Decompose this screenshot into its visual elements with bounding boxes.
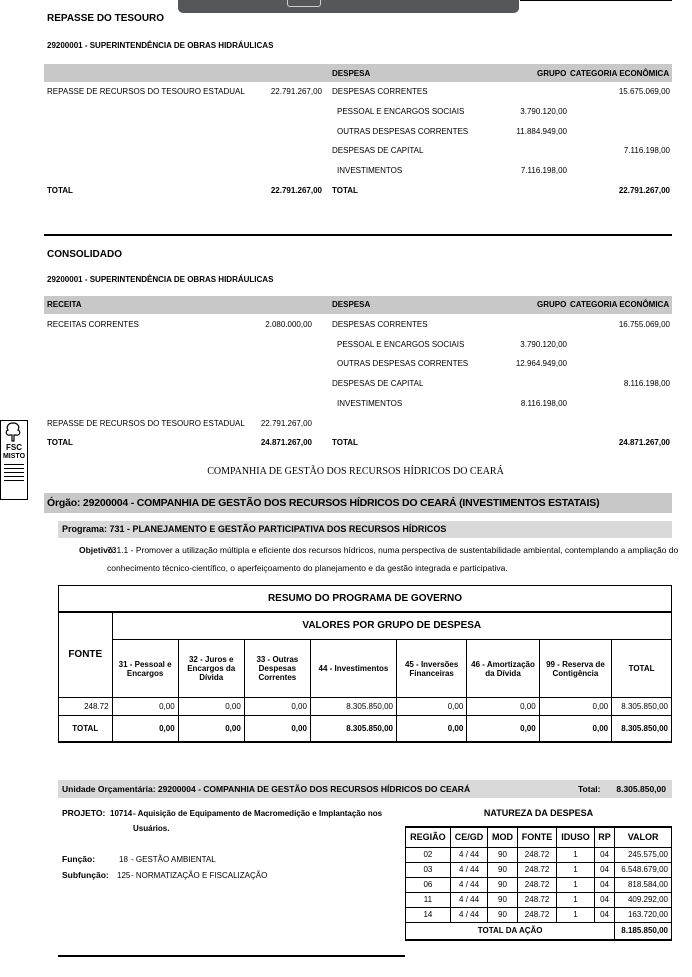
subfuncao-code: 125	[117, 871, 131, 880]
projeto-desc: Usuários.	[133, 824, 170, 833]
header-despesa: DESPESA	[332, 300, 371, 309]
unidade-label: Unidade Orçamentária: 29200004 - COMPANHIA DE GESTÃO DOS RECURSOS HÍDRICOS DO CEARÁ	[62, 784, 471, 794]
receita-value: 2.080.000,00	[265, 320, 312, 329]
cell: 818.584,00	[615, 877, 672, 892]
value-cell: 0,00	[112, 716, 178, 742]
cell: 90	[488, 877, 518, 892]
top-rule	[520, 0, 672, 1]
value-cell: 0,00	[112, 698, 178, 716]
col-header: MOD	[488, 827, 518, 847]
cell: 02	[406, 847, 451, 862]
natureza-table	[405, 826, 672, 941]
header-grupo: GRUPO	[537, 69, 567, 78]
total-label: TOTAL DA AÇÃO	[406, 922, 615, 940]
value-cell: 8.305.850,00	[310, 716, 396, 742]
value-cell: 8.305.850,00	[612, 716, 672, 742]
cell: 14	[406, 907, 451, 922]
col-header: TOTAL	[612, 640, 672, 698]
col-header: CE/GD	[450, 827, 487, 847]
toolbar-handle[interactable]	[287, 0, 321, 7]
cell: 04	[594, 847, 615, 862]
grupo-value: 8.116.198,00	[520, 399, 567, 408]
fsc-misto: MISTO	[2, 453, 26, 460]
col-header: 46 - Amortização da Dívida	[467, 640, 539, 698]
value-cell: 8.305.850,00	[612, 698, 672, 716]
col-header: RP	[594, 827, 615, 847]
cell: 90	[488, 907, 518, 922]
col-header: 99 - Reserva de Contigência	[539, 640, 611, 698]
receita-value: 22.791.267,00	[260, 419, 312, 428]
receita-label: REPASSE DE RECURSOS DO TESOURO ESTADUAL	[47, 87, 245, 96]
col-header: 45 - Inversões Financeiras	[396, 640, 466, 698]
org-label: 29200001 - SUPERINTENDÊNCIA DE OBRAS HIDRÁULICAS	[47, 275, 274, 284]
value-cell: 0,00	[244, 716, 310, 742]
grupo-value: 3.790.120,00	[520, 340, 567, 349]
col-header: REGIÃO	[406, 827, 451, 847]
total-left-value: 24.871.267,00	[260, 438, 312, 447]
cell: 4 / 44	[450, 892, 487, 907]
table-row	[406, 862, 672, 877]
cell: 248.72	[517, 877, 557, 892]
categoria-value: 15.675.069,00	[618, 87, 670, 96]
cell: 1	[557, 847, 594, 862]
cell: 90	[488, 892, 518, 907]
cell: 1	[557, 877, 594, 892]
cell: 04	[594, 892, 615, 907]
cell: 1	[557, 892, 594, 907]
col-header: FONTE	[517, 827, 557, 847]
despesa-row: DESPESAS CORRENTES	[332, 87, 428, 96]
cell: 90	[488, 862, 518, 877]
viewer-toolbar[interactable]	[178, 0, 519, 13]
cell: 04	[594, 862, 615, 877]
objetivo-text: 731.1 - Promover a utilização múltipla e eficiente dos recursos hídricos, numa perspectiva de sustentabilidade ambiental, contemplando a ampliação do	[107, 545, 679, 555]
cell: 06	[406, 877, 451, 892]
grupo-value: 3.790.120,00	[520, 107, 567, 116]
value-cell: 8.305.850,00	[310, 698, 396, 716]
grupo-value: 12.964.949,00	[515, 359, 567, 368]
table-total-row	[59, 716, 672, 742]
table-row	[406, 847, 672, 862]
section-rule	[44, 234, 672, 236]
value-cell: 0,00	[467, 698, 539, 716]
cell: 1	[557, 907, 594, 922]
despesa-row: DESPESAS DE CAPITAL	[332, 379, 424, 388]
org-label: 29200001 - SUPERINTENDÊNCIA DE OBRAS HIDRÁULICAS	[47, 41, 274, 50]
fonte-cell: 248.72	[59, 698, 113, 716]
cell: 248.72	[517, 847, 557, 862]
total-right-value: 24.871.267,00	[618, 438, 670, 447]
resumo-table-wrap	[58, 585, 672, 743]
grupo-value: 11.884.949,00	[516, 127, 567, 136]
value-cell: 0,00	[539, 698, 611, 716]
fsc-text: FSC	[6, 443, 22, 452]
projeto-code: 10714	[110, 809, 133, 818]
value-cell: 0,00	[467, 716, 539, 742]
section-title: CONSOLIDADO	[47, 249, 122, 260]
col-header: 33 - Outras Despesas Correntes	[244, 640, 310, 698]
subfuncao-desc: - NORMATIZAÇÃO E FISCALIZAÇÃO	[131, 871, 268, 880]
cell: 163.720,00	[615, 907, 672, 922]
header-categoria: CATEGORIA ECONÔMICA	[570, 69, 670, 78]
cell: 4 / 44	[450, 907, 487, 922]
cell: 4 / 44	[450, 877, 487, 892]
valores-header: VALORES POR GRUPO DE DESPESA	[112, 612, 671, 640]
total-right-label: TOTAL	[332, 438, 358, 447]
objetivo-text: conhecimento técnico-científico, o aperfeiçoamento do planejamento e da gestão integrada e participativa.	[107, 563, 508, 573]
col-header: 44 - Investimentos	[310, 640, 396, 698]
value-cell: 0,00	[396, 698, 466, 716]
total-right-label: TOTAL	[332, 186, 358, 195]
cell: 4 / 44	[450, 847, 487, 862]
cell: 04	[594, 877, 615, 892]
grupo-value: 7.116.198,00	[520, 166, 567, 175]
despesa-row: OUTRAS DESPESAS CORRENTES	[337, 359, 469, 368]
tree-icon	[1, 421, 25, 443]
categoria-value: 16.755.069,00	[618, 320, 670, 329]
bottom-rule	[58, 955, 405, 957]
cell: 6.548.679,00	[615, 862, 672, 877]
total-label: TOTAL	[47, 438, 73, 447]
funcao-desc: - GESTÃO AMBIENTAL	[131, 855, 216, 864]
cell: 248.72	[517, 862, 557, 877]
table-row	[406, 907, 672, 922]
header-categoria: CATEGORIA ECONÔMICA	[570, 300, 670, 309]
cell: 248.72	[517, 907, 557, 922]
value-cell: 0,00	[396, 716, 466, 742]
despesa-row: OUTRAS DESPESAS CORRENTES	[337, 127, 469, 136]
total-left-value: 22.791.267,00	[270, 186, 322, 195]
col-header: VALOR	[615, 827, 672, 847]
cell: 248.72	[517, 892, 557, 907]
table-row	[59, 698, 672, 716]
header-grupo: GRUPO	[537, 300, 567, 309]
total-value: 8.185.850,00	[615, 922, 672, 940]
objetivo-label: Objetivo:	[79, 545, 116, 555]
header-despesa: DESPESA	[332, 69, 371, 78]
cell: 04	[594, 907, 615, 922]
value-cell: 0,00	[244, 698, 310, 716]
table-row	[406, 892, 672, 907]
funcao-label: Função:	[62, 854, 96, 864]
despesa-row: INVESTIMENTOS	[337, 166, 403, 175]
fonte-cell: TOTAL	[59, 716, 113, 742]
unidade-total-label: Total:	[578, 784, 601, 794]
receita-value: 22.791.267,00	[270, 87, 322, 96]
receita-label: RECEITAS CORRENTES	[47, 320, 139, 329]
despesa-row: DESPESAS DE CAPITAL	[332, 146, 424, 155]
company-heading: COMPANHIA DE GESTÃO DOS RECURSOS HÍDRICOS DO CEARÁ	[207, 466, 504, 477]
despesa-row: PESSOAL E ENCARGOS SOCIAIS	[337, 107, 465, 116]
cell: 1	[557, 862, 594, 877]
value-cell: 0,00	[178, 698, 244, 716]
table-total-row	[406, 922, 672, 940]
despesa-row: INVESTIMENTOS	[337, 399, 403, 408]
resumo-table	[58, 585, 672, 743]
categoria-value: 7.116.198,00	[623, 146, 670, 155]
despesa-row: DESPESAS CORRENTES	[332, 320, 428, 329]
col-header: 32 - Juros e Encargos da Dívida	[178, 640, 244, 698]
resumo-title: RESUMO DO PROGRAMA DE GOVERNO	[59, 586, 672, 612]
cell: 4 / 44	[450, 862, 487, 877]
col-header: IDUSO	[557, 827, 594, 847]
cell: 03	[406, 862, 451, 877]
fonte-header: FONTE	[59, 612, 113, 698]
value-cell: 0,00	[539, 716, 611, 742]
projeto-label: PROJETO:	[62, 808, 106, 818]
value-cell: 0,00	[178, 716, 244, 742]
cell: 11	[406, 892, 451, 907]
unidade-total-value: 8.305.850,00	[616, 784, 666, 794]
funcao-code: 18	[119, 855, 128, 864]
natureza-title: NATUREZA DA DESPESA	[483, 808, 594, 818]
cell: 409.292,00	[615, 892, 672, 907]
cell: 90	[488, 847, 518, 862]
total-right-value: 22.791.267,00	[618, 186, 670, 195]
subfuncao-label: Subfunção:	[62, 870, 109, 880]
header-receita: RECEITA	[47, 300, 82, 309]
section-title: REPASSE DO TESOURO	[47, 13, 165, 24]
orgao-label: Órgão: 29200004 - COMPANHIA DE GESTÃO DOS RECURSOS HÍDRICOS DO CEARÁ (INVESTIMENTOS ESTATAIS)	[47, 497, 600, 509]
natureza-table-wrap	[405, 826, 672, 941]
categoria-value: 8.116.198,00	[623, 379, 670, 388]
cell: 245.575,00	[615, 847, 672, 862]
total-label: TOTAL	[47, 186, 73, 195]
programa-label: Programa: 731 - PLANEJAMENTO E GESTÃO PARTICIPATIVA DOS RECURSOS HÍDRICOS	[62, 524, 447, 534]
despesa-row: PESSOAL E ENCARGOS SOCIAIS	[337, 340, 465, 349]
fsc-logo	[0, 420, 28, 500]
table-row	[406, 877, 672, 892]
col-header: 31 - Pessoal e Encargos	[112, 640, 178, 698]
projeto-desc: - Aquisição de Equipamento de Macromedição e Implantação nos	[133, 809, 383, 818]
receita-label: REPASSE DE RECURSOS DO TESOURO ESTADUAL	[47, 419, 245, 428]
